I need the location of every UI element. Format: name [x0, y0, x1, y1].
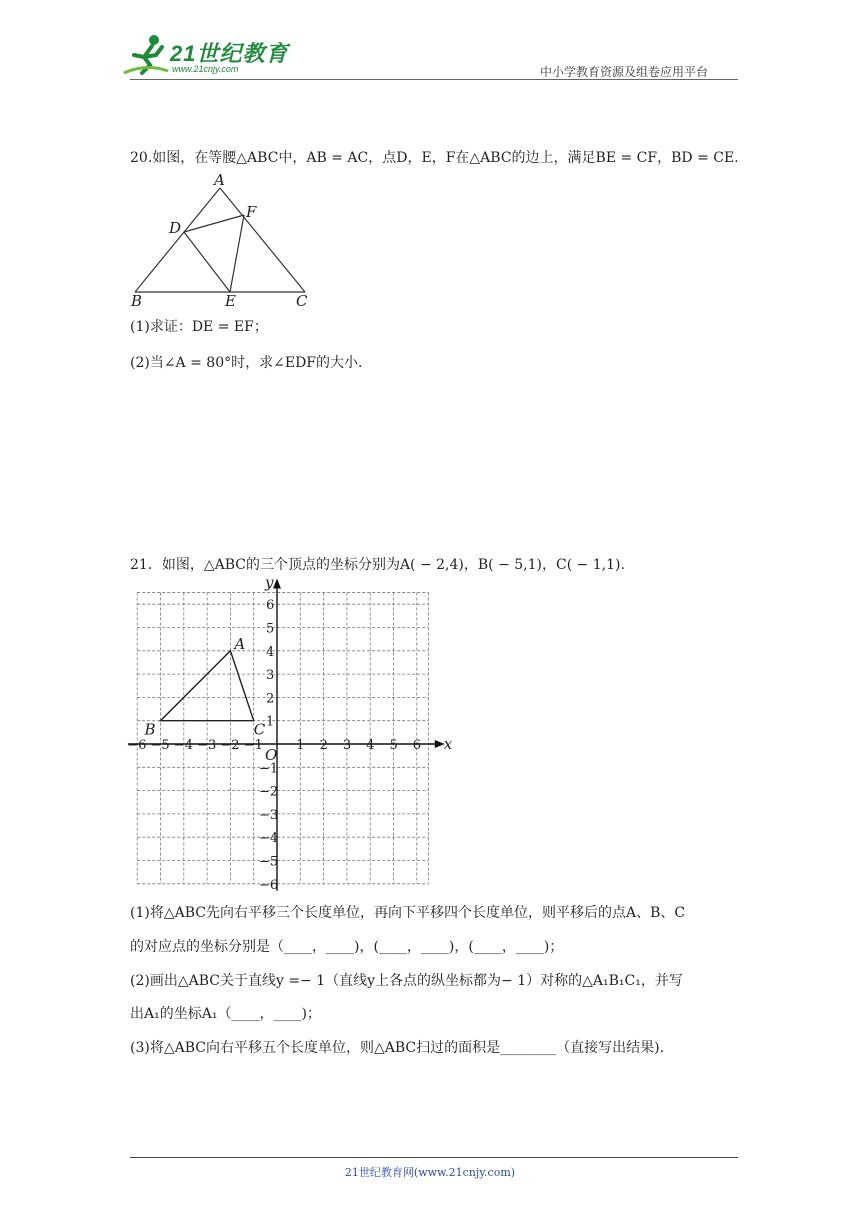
q20-triangle-figure — [128, 170, 318, 310]
label-d: D — [169, 219, 182, 237]
q20-part2: (2)当∠A = 80°时，求∠EDF的大小. — [130, 355, 363, 371]
x-tick-label: −2 — [220, 738, 240, 753]
y-tick-label: 4 — [266, 644, 275, 660]
y-tick-label: −6 — [259, 877, 279, 893]
q21-coordinate-figure — [127, 573, 453, 893]
y-tick-label: 3 — [266, 668, 275, 684]
label-c: C — [296, 292, 308, 310]
q21-part1-line1: (1)将△ABC先向右平移三个长度单位，再向下平移四个长度单位，则平移后的点A、B、C — [130, 905, 686, 921]
origin-label: O — [265, 746, 278, 764]
x-axis-label: x — [443, 735, 453, 753]
q21-part2-line2: 出A₁的坐标A₁（____，____)； — [130, 1006, 321, 1022]
y-tick-label: −4 — [259, 831, 279, 847]
triangle-abc — [144, 635, 266, 739]
x-tick-label: 2 — [319, 738, 328, 753]
q21-part3: (3)将△ABC向右平移五个长度单位，则△ABC扫过的面积是________（直接写出结果). — [130, 1040, 665, 1056]
segment-df — [184, 215, 244, 232]
y-axis-arrow-icon — [273, 579, 281, 589]
logo-url: www.21cnjy.com — [172, 64, 239, 74]
side-ab — [135, 188, 220, 292]
y-tick-label: −1 — [259, 761, 279, 777]
y-tick-label: −3 — [259, 807, 279, 823]
site-logo — [122, 33, 292, 79]
point-label-a: A — [234, 634, 246, 653]
y-tick-label: 5 — [266, 621, 275, 637]
runner-logo-icon — [122, 33, 170, 77]
x-tick-label: −5 — [150, 738, 170, 753]
y-axis-label: y — [265, 573, 274, 592]
label-a: A — [214, 171, 225, 189]
y-tick-label: −5 — [259, 854, 279, 870]
point-label-c: C — [253, 720, 266, 739]
footer-divider — [130, 1157, 738, 1158]
q21-part1-line2: 的对应点的坐标分别是（____，____)，(____，____)，(____，____)； — [130, 939, 564, 955]
x-tick-label: −4 — [173, 738, 193, 753]
x-tick-label: 1 — [296, 738, 305, 753]
q20-number: 20. — [130, 150, 153, 166]
q21-stem: 21．如图，△ABC的三个顶点的坐标分别为A( − 2,4)，B( − 5,1)，C( − 1,1). — [130, 557, 625, 573]
q21-part2-line1: (2)画出△ABC关于直线y =− 1（直线y上各点的纵坐标都为− 1）对称的△A₁B₁C₁，并写 — [130, 973, 683, 989]
x-tick-label: 4 — [366, 738, 375, 753]
header-slogan: 中小学教育资源及组卷应用平台 — [540, 65, 709, 79]
y-tick-label: 2 — [266, 691, 275, 707]
point-label-b: B — [144, 720, 156, 739]
header-divider — [130, 79, 738, 80]
logo-wordmark: 21世纪教育 — [170, 41, 289, 66]
q20-stem — [130, 147, 739, 167]
label-b: B — [131, 292, 143, 310]
q20-part1: (1)求证：DE = EF； — [130, 319, 268, 335]
label-e: E — [225, 292, 236, 310]
x-tick-label: −6 — [127, 738, 147, 753]
x-tick-label: 6 — [412, 738, 422, 753]
footer-text: 21世纪教育网(www.21cnjy.com) — [344, 1166, 516, 1179]
x-tick-label: 3 — [342, 738, 352, 753]
y-tick-label: −2 — [259, 784, 279, 800]
segment-de — [184, 232, 230, 292]
axes — [128, 574, 453, 891]
x-tick-label: −1 — [243, 738, 263, 753]
x-tick-label: 5 — [389, 738, 398, 753]
q20-stem-text: 如图，在等腰△ABC中，AB = AC，点D，E，F在△ABC的边上，满足BE = CF，BD = CE. — [152, 150, 739, 166]
y-tick-label: 6 — [266, 598, 275, 614]
segment-ef — [230, 215, 244, 292]
x-tick-label: −3 — [197, 738, 217, 753]
label-f: F — [246, 203, 257, 221]
y-tick-label: 1 — [266, 714, 275, 730]
